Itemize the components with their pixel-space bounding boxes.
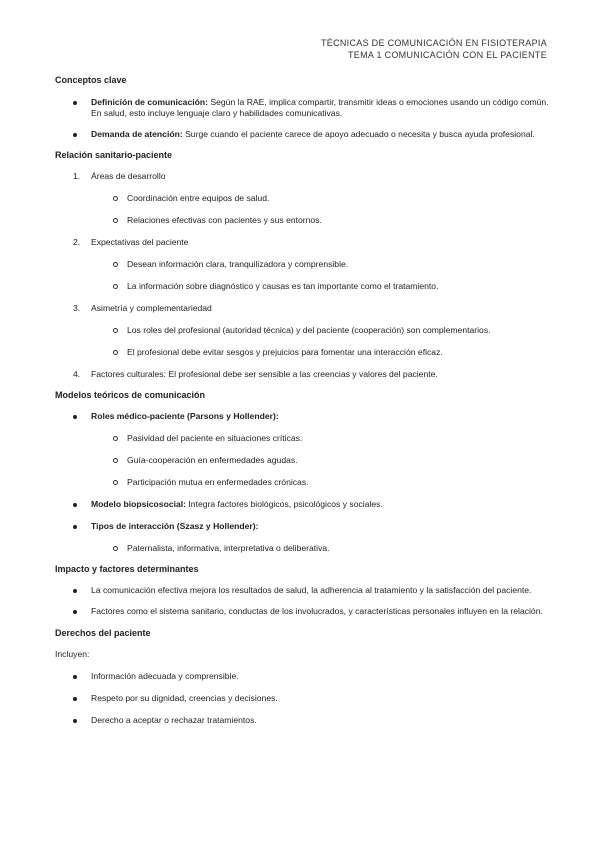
sub-item-text: Paternalista, informativa, interpretativa o deliberativa. <box>127 543 330 553</box>
sub-item-text: Desean información clara, tranquilizadora y comprensible. <box>127 259 349 269</box>
item-text: La comunicación efectiva mejora los resultados de salud, la adherencia al tratamiento y la satisfacción del paciente. <box>91 585 532 595</box>
circle-bullet-icon <box>113 196 118 201</box>
bullet-icon <box>73 589 77 593</box>
section-heading-relacion: Relación sanitario-paciente <box>55 150 173 160</box>
item-term: Definición de comunicación: <box>91 97 208 107</box>
circle-bullet-icon <box>113 262 118 267</box>
bullet-icon <box>73 133 77 137</box>
item-text: Según la RAE, implica compartir, transmitir ideas o emociones usando un código común. En salud, esto incluye lenguaje claro y habilidades comunicativas. <box>91 97 549 118</box>
circle-bullet-icon <box>113 284 118 289</box>
circle-bullet-icon <box>113 328 118 333</box>
bullet-icon <box>73 525 77 529</box>
circle-bullet-icon <box>113 458 118 463</box>
sub-item-text: Participación mutua en enfermedades crónicas. <box>127 477 309 487</box>
item-text: Factores como el sistema sanitario, conductas de los involucrados, y características personales influyen en la relación. <box>91 606 543 616</box>
sub-item <box>55 433 555 444</box>
item-text: Surge cuando el paciente carece de apoyo adecuado o necesita y busca ayuda profesional. <box>182 129 535 139</box>
bullet-icon <box>73 415 77 419</box>
item-text: Integra factores biológicos, psicológicos y sociales. <box>186 499 383 509</box>
list-item <box>55 585 555 596</box>
section-heading-impacto: Impacto y factores determinantes <box>55 564 199 574</box>
bullet-icon <box>73 503 77 507</box>
item-number: 1. <box>73 171 81 181</box>
list-item <box>55 715 555 726</box>
sub-item-text: Pasividad del paciente en situaciones críticas. <box>127 433 303 443</box>
item-title: Expectativas del paciente <box>91 237 189 247</box>
sub-item-text: Relaciones efectivas con pacientes y sus entornos. <box>127 215 322 225</box>
list-item <box>55 411 555 422</box>
circle-bullet-icon <box>113 350 118 355</box>
section-heading-conceptos: Conceptos clave <box>55 75 127 85</box>
item-text: Derecho a aceptar o rechazar tratamientos. <box>91 715 257 725</box>
sub-item-text: El profesional debe evitar sesgos y prejuicios para fomentar una interacción eficaz. <box>127 347 443 357</box>
numbered-item <box>55 303 555 314</box>
sub-item <box>55 215 555 226</box>
circle-bullet-icon <box>113 546 118 551</box>
header-topic-title: TEMA 1 COMUNICACIÓN CON EL PACIENTE <box>347 50 547 60</box>
sub-item-text: Coordinación entre equipos de salud. <box>127 193 270 203</box>
item-title: Áreas de desarrollo <box>91 171 166 181</box>
circle-bullet-icon <box>113 218 118 223</box>
bullet-icon <box>73 610 77 614</box>
section-heading-modelos: Modelos teóricos de comunicación <box>55 390 206 400</box>
numbered-item <box>55 369 555 380</box>
sub-item-text: Los roles del profesional (autoridad técnica) y del paciente (cooperación) son complementarios. <box>127 325 491 335</box>
list-item <box>55 693 555 704</box>
document-body <box>55 68 555 726</box>
numbered-item <box>55 171 555 182</box>
item-term: Demanda de atención: <box>91 129 183 139</box>
item-number: 3. <box>73 303 81 313</box>
bullet-icon <box>73 697 77 701</box>
list-item <box>55 129 555 140</box>
sub-item <box>55 347 555 358</box>
circle-bullet-icon <box>113 480 118 485</box>
bullet-icon <box>73 719 77 723</box>
section-intro: Incluyen: <box>55 649 90 659</box>
item-number: 2. <box>73 237 81 247</box>
item-number: 4. <box>73 369 81 379</box>
item-term: Roles médico-paciente (Parsons y Hollender): <box>91 411 279 421</box>
sub-item <box>55 259 555 270</box>
sub-item-text: La información sobre diagnóstico y causas es tan importante como el tratamiento. <box>127 281 439 291</box>
list-item <box>55 521 555 532</box>
sub-item <box>55 281 555 292</box>
circle-bullet-icon <box>113 436 118 441</box>
sub-item <box>55 193 555 204</box>
item-title: Asimetría y complementariedad <box>91 303 212 313</box>
sub-item <box>55 543 555 554</box>
item-text: Respeto por su dignidad, creencias y decisiones. <box>91 693 278 703</box>
list-item <box>55 671 555 682</box>
sub-item <box>55 477 555 488</box>
numbered-item <box>55 237 555 248</box>
item-term: Tipos de interacción (Szasz y Hollender): <box>91 521 259 531</box>
bullet-icon <box>73 675 77 679</box>
list-item <box>55 97 555 119</box>
section-heading-derechos: Derechos del paciente <box>55 628 151 638</box>
item-text: Información adecuada y comprensible. <box>91 671 239 681</box>
item-title: Factores culturales: El profesional debe ser sensible a las creencias y valores del paciente. <box>91 369 438 379</box>
sub-item <box>55 325 555 336</box>
item-term: Modelo biopsicosocial: <box>91 499 187 509</box>
sub-item <box>55 455 555 466</box>
sub-item-text: Guía-cooperación en enfermedades agudas. <box>127 455 298 465</box>
list-item <box>55 606 555 617</box>
document-header <box>321 37 547 61</box>
list-item <box>55 499 555 510</box>
header-course-title: TÉCNICAS DE COMUNICACIÓN EN FISIOTERAPIA <box>320 38 547 48</box>
bullet-icon <box>73 101 77 105</box>
